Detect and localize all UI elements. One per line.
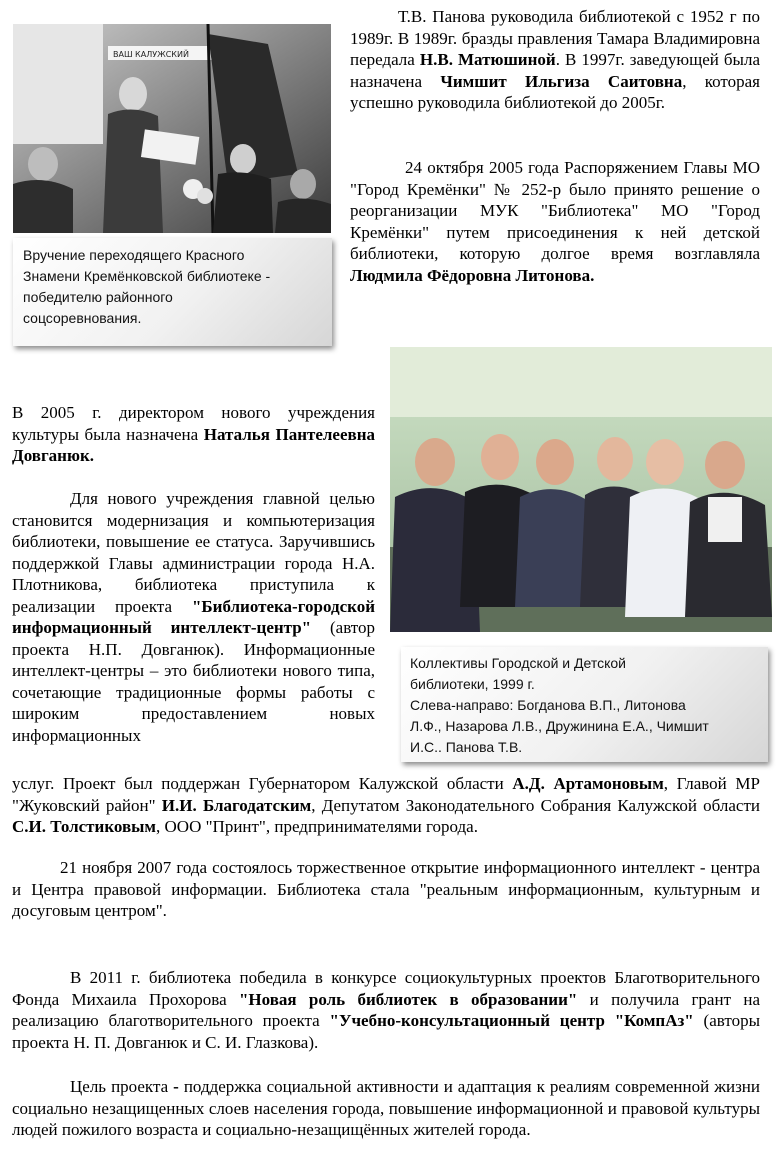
caption2-line: Л.Ф., Назарова Л.В., Дружинина Е.А., Чимшит [410,718,709,734]
ceremony-banner-text: ВАШ КАЛУЖСКИЙ [113,50,189,59]
paragraph-opening: 21 ноября 2007 года состоялось торжественное открытие информационного интеллект - центра и Центра правовой информации. Библиотека стала "реальным информационным, культурным и досуговым центром". [12,858,760,920]
staff-group-photo-art [390,347,772,632]
paragraph-grant: В 2011 г. библиотека победила в конкурсе социокультурных проектов Благотворительного Фонда Михаила Прохорова "Новая роль библиотек в образовании" и получила грант на реализацию благотворительного проекта "Учебно-консультационный центр "КомпАз" (авторы проекта Н. П. Довганюк и С. И. Глазкова). [12,968,760,1052]
caption2-line: библиотеки, 1999 г. [410,676,535,692]
paragraph-reorganization: 24 октября 2005 года Распоряжением Главы МО "Город Кремёнки" № 252-р было принято решение о реорганизации МУК "Библиотека" МО "Город Кремёнки" путем присоединения к ней детской библиотеки, которую долгое время возглавляла Людмила Фёдоровна Литонова. [350,158,760,285]
caption2-line: Слева-направо: Богданова В.П., Литонова [410,697,686,713]
staff-group-photo [390,347,772,632]
paragraph-modernization: Для нового учреждения главной целью становится модернизация и компьютеризация библиотеки, повышение ее статуса. Заручившись поддержкой Главы администрации города Н.А. Плотникова, библиотека приступила к реализации проекта "Библиотека-городской информационный интеллект-центр" (автор проекта Н.П. Довганюк). Информационные интеллект-центры – это библиотеки нового типа, сочетающие традиционные формы работы с широким предоставлением новых информационных [12,489,375,745]
paragraph-goal: Цель проекта - поддержка социальной активности и адаптация к реалиям современной жизни социально незащищенных слоев населения города, повышение информационной и правовой культуры людей пожилого возраста и социально-незащищённых жителей города. [12,1077,760,1139]
caption1-line: соцсоревнования. [23,310,142,326]
paragraph-modernization-continued: услуг. Проект был поддержан Губернатором Калужской области А.Д. Артамоновым, Главой МР "Жуковский район" И.И. Благодатским, Депутатом Законодательного Собрания Калужской области С.И. Толстиковым, ООО "Принт", предпринимателями города. [12,774,760,836]
caption1-line: победителю районного [23,289,173,305]
ceremony-photo-caption [13,238,332,346]
caption2-line: Коллективы Городской и Детской [410,655,626,671]
caption2-line: И.С.. Панова Т.В. [410,739,523,755]
caption1-line: Вручение переходящего Красного [23,247,245,263]
paragraph-director: В 2005 г. директором нового учреждения культуры была назначена Наталья Пантелеевна Довганюк. [12,403,375,465]
ceremony-photo-art [13,24,331,233]
caption1-line: Знамени Кремёнковской библиотеке - [23,268,271,284]
ceremony-photo [13,24,331,233]
staff-photo-caption [401,647,768,762]
paragraph-panova: Т.В. Панова руководила библиотекой с 1952 г по 1989г. В 1989г. бразды правления Тамара Владимировна передала Н.В. Матюшиной. В 1997г. заведующей была назначена Чимшит Ильгиза Саитовна, которая успешно руководила библиотекой до 2005г. [350,7,760,112]
